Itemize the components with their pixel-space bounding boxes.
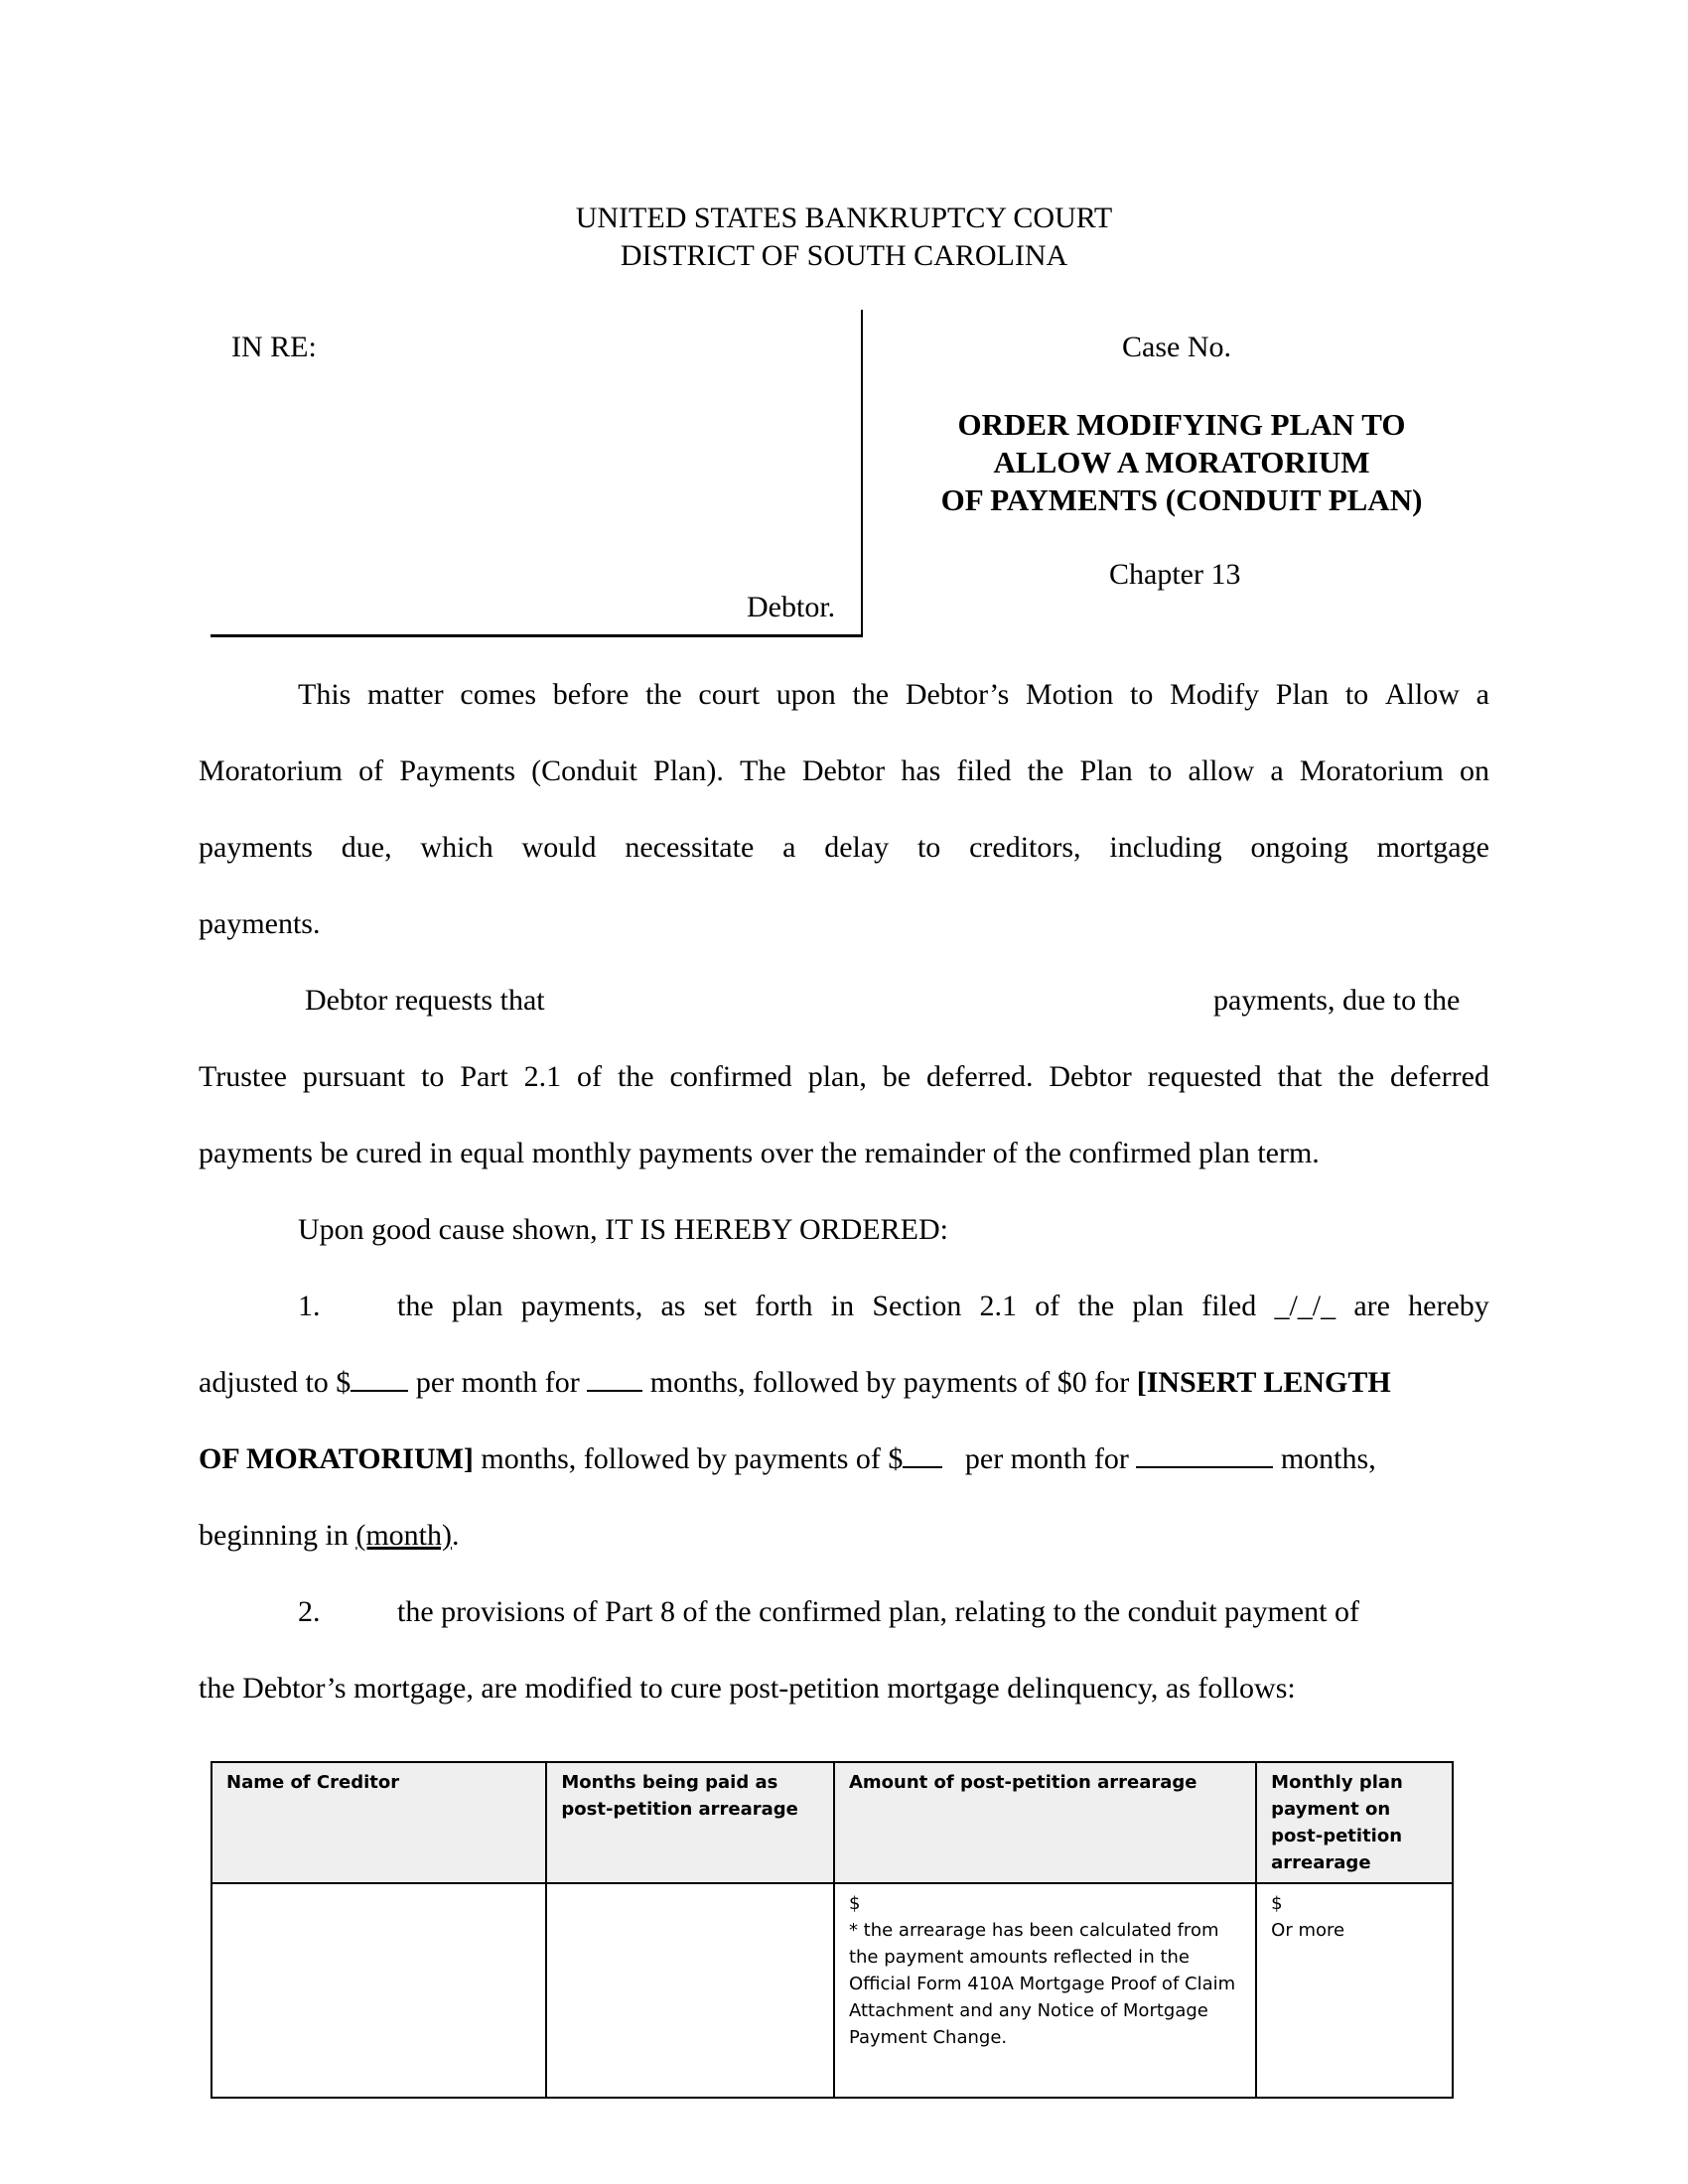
- order-title-line: ALLOW A MORATORIUM: [993, 445, 1370, 479]
- paragraph-line: [199, 753, 1489, 789]
- word: Modify: [1170, 678, 1260, 711]
- word: has: [901, 754, 941, 787]
- text: per month for: [408, 1366, 588, 1399]
- word: Plan: [1275, 678, 1330, 711]
- ordered-intro: Upon good cause shown, IT IS HEREBY ORDERED:: [298, 1213, 948, 1246]
- paragraph-line: [199, 830, 1489, 866]
- word: to: [1130, 678, 1154, 711]
- word: in: [830, 1290, 855, 1322]
- word: Allow: [1384, 678, 1460, 711]
- text: months,: [1273, 1442, 1376, 1475]
- paragraph-line: [199, 1365, 1391, 1401]
- blank-field: [351, 1366, 408, 1392]
- word: forth: [755, 1290, 813, 1322]
- cell-creditor: [211, 1883, 546, 2098]
- word: as: [660, 1290, 686, 1322]
- order-title-line: ORDER MODIFYING PLAN TO: [957, 407, 1406, 442]
- text: per month for: [942, 1442, 1137, 1475]
- word: necessitate: [625, 831, 755, 864]
- word: delay: [824, 831, 890, 864]
- item-number: 2.: [298, 1595, 321, 1628]
- table-row: [211, 1883, 1453, 2098]
- or-more-note: Or more: [1271, 1920, 1345, 1941]
- item-number: 1.: [298, 1290, 321, 1322]
- column-header-months: Months being paid as post-petition arrearage: [546, 1762, 834, 1883]
- case-number-label: Case No.: [1122, 331, 1231, 363]
- paragraph-line: [199, 1059, 1489, 1095]
- word: Debtor: [1049, 1060, 1132, 1093]
- text: months, followed by payments of $: [473, 1442, 904, 1475]
- word: of: [358, 754, 384, 787]
- word: Moratorium: [199, 754, 343, 787]
- word: be: [882, 1060, 912, 1093]
- word: plan: [1132, 1290, 1185, 1322]
- column-header-amount: Amount of post-petition arrearage: [834, 1762, 1256, 1883]
- cell-monthly-payment: [1256, 1883, 1453, 2098]
- word: Motion: [1025, 678, 1114, 711]
- word: filed: [956, 754, 1012, 787]
- word: to: [1344, 678, 1369, 711]
- paragraph-line: [199, 1518, 459, 1554]
- word: Debtor’s: [905, 678, 1010, 711]
- blank-field: [1136, 1442, 1273, 1468]
- word: the: [852, 678, 890, 711]
- text: beginning in: [199, 1519, 356, 1552]
- word: including: [1109, 831, 1222, 864]
- arrearage-note: * the arrearage has been calculated from the payment amounts reflected in the Official Form 410A Mortgage Proof of Claim Attachment and any Notice of Mortgage Payment Change.: [848, 1920, 1236, 2048]
- word: due,: [341, 831, 392, 864]
- word: 2.1: [523, 1060, 562, 1093]
- paragraph-line: [397, 1289, 1489, 1324]
- word: deferred: [1390, 1060, 1489, 1093]
- word: deferred.: [926, 1060, 1034, 1093]
- word: of: [577, 1060, 603, 1093]
- month-placeholder: (month): [355, 1519, 452, 1552]
- word: Payments: [399, 754, 515, 787]
- debtor-label: Debtor.: [747, 591, 836, 623]
- word: Debtor: [801, 754, 886, 787]
- word: before: [552, 678, 630, 711]
- word: plan,: [807, 1060, 867, 1093]
- cell-amount: [834, 1883, 1256, 2098]
- paragraph-line: the Debtor’s mortgage, are modified to cure post-petition mortgage delinquency, as follows:: [199, 1672, 1296, 1705]
- court-name: UNITED STATES BANKRUPTCY COURT: [575, 202, 1113, 234]
- word: a: [1270, 754, 1284, 787]
- word: payments: [199, 831, 313, 864]
- word: on: [1459, 754, 1489, 787]
- word: ongoing: [1250, 831, 1348, 864]
- word: The: [740, 754, 786, 787]
- word: This: [298, 678, 352, 711]
- caption-divider-horizontal: [211, 634, 863, 637]
- word: requested: [1147, 1060, 1262, 1093]
- in-re-label: IN RE:: [231, 331, 317, 363]
- blank-field: [587, 1366, 642, 1392]
- word: the: [1077, 1290, 1115, 1322]
- paragraph-line: Debtor requests that: [305, 984, 545, 1017]
- table-header-row: [211, 1762, 1453, 1883]
- word: the: [1027, 754, 1064, 787]
- column-header-creditor: Name of Creditor: [211, 1762, 546, 1883]
- word: the: [645, 678, 682, 711]
- paragraph-line: [298, 677, 1489, 713]
- word: hereby: [1408, 1290, 1489, 1322]
- word: comes: [460, 678, 537, 711]
- paragraph-line: payments.: [199, 907, 321, 940]
- word: confirmed: [669, 1060, 792, 1093]
- word: a: [1476, 678, 1489, 711]
- word: that: [1277, 1060, 1323, 1093]
- word: Section: [872, 1290, 962, 1322]
- word: which: [420, 831, 493, 864]
- word: the: [617, 1060, 654, 1093]
- word: Trustee: [199, 1060, 287, 1093]
- word: to: [421, 1060, 445, 1093]
- word: upon: [775, 678, 836, 711]
- word: (Conduit: [531, 754, 637, 787]
- word: filed: [1201, 1290, 1257, 1322]
- word: Plan: [1079, 754, 1133, 787]
- order-title-line: OF PAYMENTS (CONDUIT PLAN): [940, 482, 1423, 517]
- word: the: [1337, 1060, 1375, 1093]
- paragraph-line: payments, due to the: [1213, 984, 1461, 1017]
- paragraph-line: the provisions of Part 8 of the confirmed plan, relating to the conduit payment of: [397, 1595, 1359, 1628]
- text: adjusted to $: [199, 1366, 352, 1399]
- word: Moratorium: [1299, 754, 1444, 787]
- word: allow: [1188, 754, 1255, 787]
- word: mortgage: [1376, 831, 1489, 864]
- word: the: [397, 1290, 434, 1322]
- word: creditors,: [969, 831, 1081, 864]
- blank-field: [903, 1442, 942, 1468]
- word: _/_/_: [1274, 1290, 1336, 1322]
- word: to: [916, 831, 941, 864]
- paragraph-line: [199, 1441, 1376, 1477]
- chapter-label: Chapter 13: [1109, 558, 1241, 591]
- word: 2.1: [979, 1290, 1018, 1322]
- word: plan: [451, 1290, 503, 1322]
- bold-placeholder: OF MORATORIUM]: [199, 1442, 474, 1475]
- cell-months: [546, 1883, 834, 2098]
- word: Part: [460, 1060, 508, 1093]
- dollar-sign: $: [848, 1893, 861, 1914]
- court-district: DISTRICT OF SOUTH CAROLINA: [620, 239, 1068, 272]
- arrearage-table: [211, 1761, 1454, 2099]
- word: would: [521, 831, 597, 864]
- bold-placeholder: [INSERT LENGTH: [1136, 1366, 1391, 1399]
- column-header-monthly-payment: Monthly plan payment on post-petition arrearage: [1256, 1762, 1453, 1883]
- word: are: [1353, 1290, 1390, 1322]
- word: payments,: [520, 1290, 643, 1322]
- word: pursuant: [302, 1060, 406, 1093]
- word: a: [782, 831, 796, 864]
- word: Plan).: [653, 754, 724, 787]
- word: to: [1148, 754, 1173, 787]
- word: matter: [367, 678, 444, 711]
- word: set: [703, 1290, 737, 1322]
- word: court: [698, 678, 761, 711]
- text: months, followed by payments of $0 for: [642, 1366, 1137, 1399]
- paragraph-line: payments be cured in equal monthly payments over the remainder of the confirmed plan term.: [199, 1137, 1320, 1169]
- word: of: [1035, 1290, 1060, 1322]
- caption-divider-vertical: [861, 310, 863, 637]
- dollar-sign: $: [1271, 1893, 1283, 1914]
- text: .: [451, 1519, 460, 1552]
